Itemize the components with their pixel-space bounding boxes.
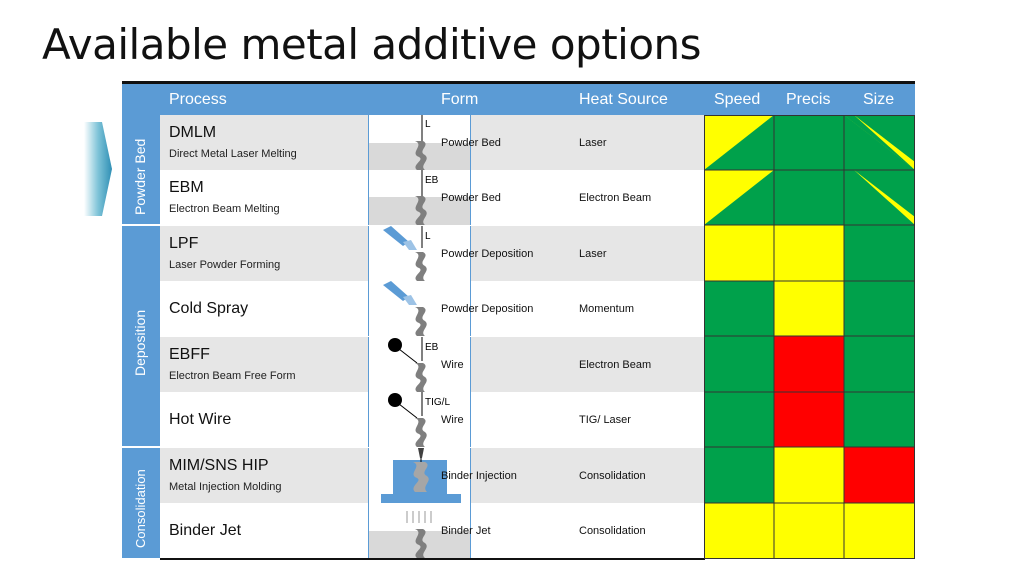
rating-row-mim <box>704 447 915 503</box>
table-header <box>122 84 915 115</box>
speed-cell <box>704 336 774 392</box>
form-cell: Powder Bed <box>441 192 501 204</box>
heat-source-cell: Momentum <box>579 303 635 315</box>
group-label-powder-bed: Powder Bed <box>132 138 148 215</box>
precis-cell <box>774 503 844 559</box>
size-cell <box>844 225 915 281</box>
precis-cell <box>774 447 844 503</box>
size-cell <box>844 170 915 225</box>
process-name: Binder Jet <box>169 522 242 539</box>
form-cell: Powder Deposition <box>441 303 534 315</box>
form-cell: Binder Jet <box>441 525 491 537</box>
table-row <box>160 170 705 225</box>
chevron-arrow-icon <box>84 122 112 216</box>
form-cell: Powder Bed <box>441 137 501 149</box>
process-name: Cold Spray <box>169 300 249 317</box>
heat-source-cell: Electron Beam <box>579 359 652 371</box>
process-subtitle: Laser Powder Forming <box>169 259 281 271</box>
process-table <box>122 81 915 560</box>
precis-cell <box>774 115 844 170</box>
precis-cell <box>774 281 844 336</box>
group-label-deposition: Deposition <box>132 309 148 376</box>
group-powder-bed <box>122 115 160 225</box>
header-heat-source: Heat Source <box>579 91 668 108</box>
form-cell: Wire <box>441 359 464 371</box>
slide-title: Available metal additive options <box>42 20 702 69</box>
heat-source-cell: TIG/ Laser <box>579 414 631 426</box>
form-cell: Powder Deposition <box>441 248 534 260</box>
rating-row-binder-jet <box>704 503 915 559</box>
header-size: Size <box>863 91 895 108</box>
process-subtitle: Electron Beam Melting <box>169 203 280 215</box>
table-bottom-border <box>160 558 705 560</box>
header-precis: Precis <box>786 91 831 108</box>
table-row <box>160 337 705 392</box>
precis-cell <box>774 392 844 447</box>
size-cell <box>844 447 915 503</box>
precis-cell <box>774 170 844 225</box>
speed-cell <box>704 225 774 281</box>
process-name: EBFF <box>169 346 210 363</box>
table-row <box>160 392 705 447</box>
group-consolidation <box>122 448 160 558</box>
svg-text:TIG/L: TIG/L <box>425 397 451 408</box>
speed-cell <box>704 281 774 336</box>
rating-grid <box>704 115 915 559</box>
precis-cell <box>774 336 844 392</box>
process-subtitle: Direct Metal Laser Melting <box>169 148 297 160</box>
table-row <box>160 448 705 503</box>
group-label-consolidation: Consolidation <box>133 469 148 548</box>
process-subtitle: Electron Beam Free Form <box>169 370 296 382</box>
size-cell <box>844 336 915 392</box>
header-speed: Speed <box>714 91 761 108</box>
heat-source-cell: Consolidation <box>579 470 646 482</box>
process-name: LPF <box>169 235 199 252</box>
speed-cell <box>704 447 774 503</box>
size-cell <box>844 503 915 559</box>
heat-source-cell: Laser <box>579 137 607 149</box>
table-row <box>160 281 705 336</box>
rating-row-dmlm <box>704 115 915 170</box>
process-name: EBM <box>169 179 204 196</box>
heat-source-cell: Electron Beam <box>579 192 652 204</box>
header-process: Process <box>169 91 227 108</box>
rating-row-ebff <box>704 336 915 392</box>
precis-cell <box>774 225 844 281</box>
group-deposition <box>122 226 160 447</box>
process-name: MIM/SNS HIP <box>169 457 269 474</box>
size-cell <box>844 281 915 336</box>
svg-text:EB: EB <box>425 175 439 186</box>
process-subtitle: Metal Injection Molding <box>169 481 282 493</box>
size-cell <box>844 392 915 447</box>
form-cell: Wire <box>441 414 464 426</box>
schematic-label: L <box>425 119 431 130</box>
heat-source-cell: Laser <box>579 248 607 260</box>
form-cell: Binder Injection <box>441 470 517 482</box>
process-name: Hot Wire <box>169 411 232 428</box>
header-form: Form <box>441 91 479 108</box>
rating-row-ebm <box>704 170 915 225</box>
table-row <box>160 503 705 558</box>
rating-row-cold-spray <box>704 281 915 336</box>
speed-cell <box>704 392 774 447</box>
process-name: DMLM <box>169 124 217 141</box>
heat-source-cell: Consolidation <box>579 525 646 537</box>
speed-cell <box>704 503 774 559</box>
table-row <box>160 115 705 170</box>
svg-text:EB: EB <box>425 342 439 353</box>
table-row <box>160 226 705 281</box>
svg-text:L: L <box>425 231 431 242</box>
rating-row-lpf <box>704 225 915 281</box>
rating-row-hot-wire <box>704 392 915 447</box>
